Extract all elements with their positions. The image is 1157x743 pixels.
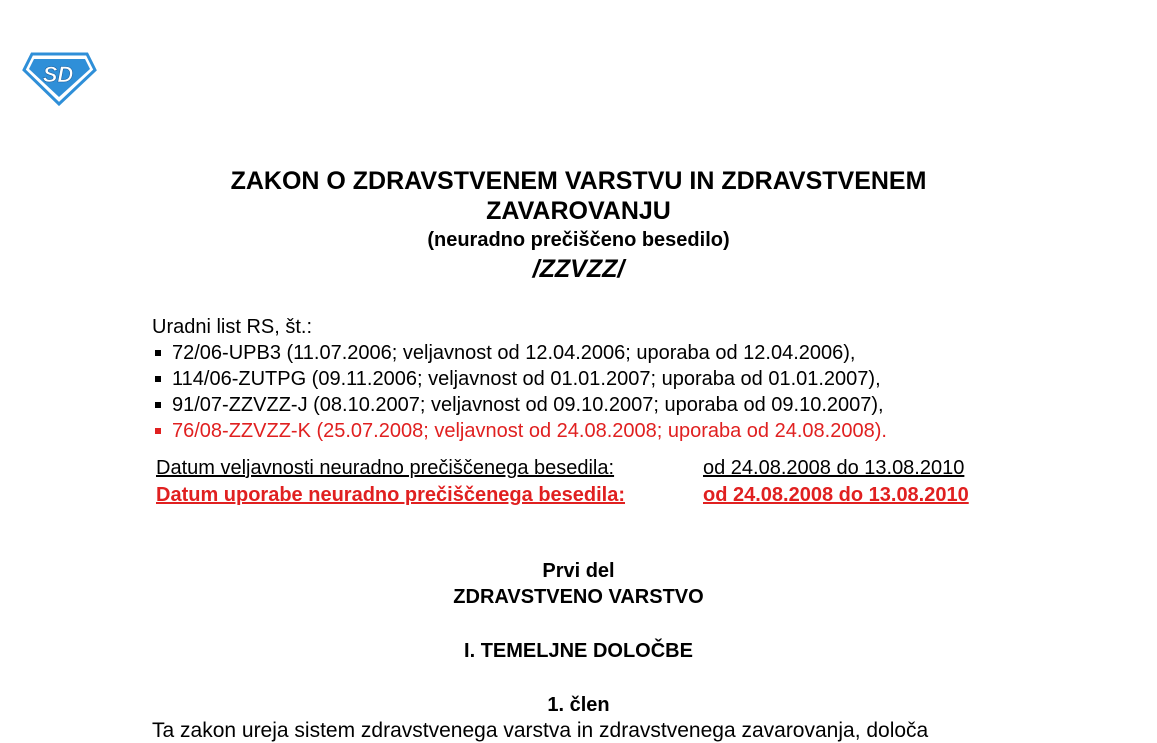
gazette-item-text: 114/06-ZUTPG (09.11.2006; veljavnost od 01.01.2007; uporaba od 01.01.2007), xyxy=(172,368,881,390)
sd-logo xyxy=(22,50,97,106)
application-date-value: od 24.08.2008 do 13.08.2010 xyxy=(703,484,969,506)
validity-date-value: od 24.08.2008 do 13.08.2010 xyxy=(703,457,965,479)
document-title-block xyxy=(0,166,1157,286)
document-title-line-1: ZAKON O ZDRAVSTVENEM VARSTVU IN ZDRAVSTVENEM xyxy=(230,167,927,195)
application-date-label: Datum uporabe neuradno prečiščenega besedila: xyxy=(156,484,626,506)
document-title-line-2: ZAVAROVANJU xyxy=(486,197,671,225)
gazette-item-text: 76/08-ZZVZZ-K (25.07.2008; veljavnost od 24.08.2008; uporaba od 24.08.2008). xyxy=(172,420,887,442)
chapter-heading: I. TEMELJNE DOLOČBE xyxy=(464,640,693,662)
bullet-icon xyxy=(155,350,161,356)
document-subtitle: (neuradno prečiščeno besedilo) xyxy=(427,229,730,251)
article-body-text: Ta zakon ureja sistem zdravstvenega varstva in zdravstvenega zavarovanja, določa xyxy=(152,719,929,742)
part-number: Prvi del xyxy=(542,560,615,582)
gazette-item-text: 72/06-UPB3 (11.07.2006; veljavnost od 12.04.2006; uporaba od 12.04.2006), xyxy=(172,342,856,364)
gazette-item xyxy=(152,392,887,418)
part-name: ZDRAVSTVENO VARSTVO xyxy=(453,586,704,608)
bullet-icon xyxy=(155,428,161,434)
gazette-heading: Uradni list RS, št.: xyxy=(152,316,313,338)
bullet-icon xyxy=(155,376,161,382)
gazette-item-text: 91/07-ZZVZZ-J (08.10.2007; veljavnost od 09.10.2007; uporaba od 09.10.2007), xyxy=(172,394,884,416)
gazette-item-latest xyxy=(152,418,887,444)
bullet-icon xyxy=(155,402,161,408)
document-abbreviation: /ZZVZZ/ xyxy=(532,255,625,283)
official-gazette-list xyxy=(152,314,887,444)
shield-logo-icon xyxy=(22,50,97,106)
gazette-item xyxy=(152,340,887,366)
gazette-item xyxy=(152,366,887,392)
validity-date-label: Datum veljavnosti neuradno prečiščenega besedila: xyxy=(156,457,615,479)
svg-text:SD: SD xyxy=(42,62,74,87)
article-heading: 1. člen xyxy=(547,694,610,716)
